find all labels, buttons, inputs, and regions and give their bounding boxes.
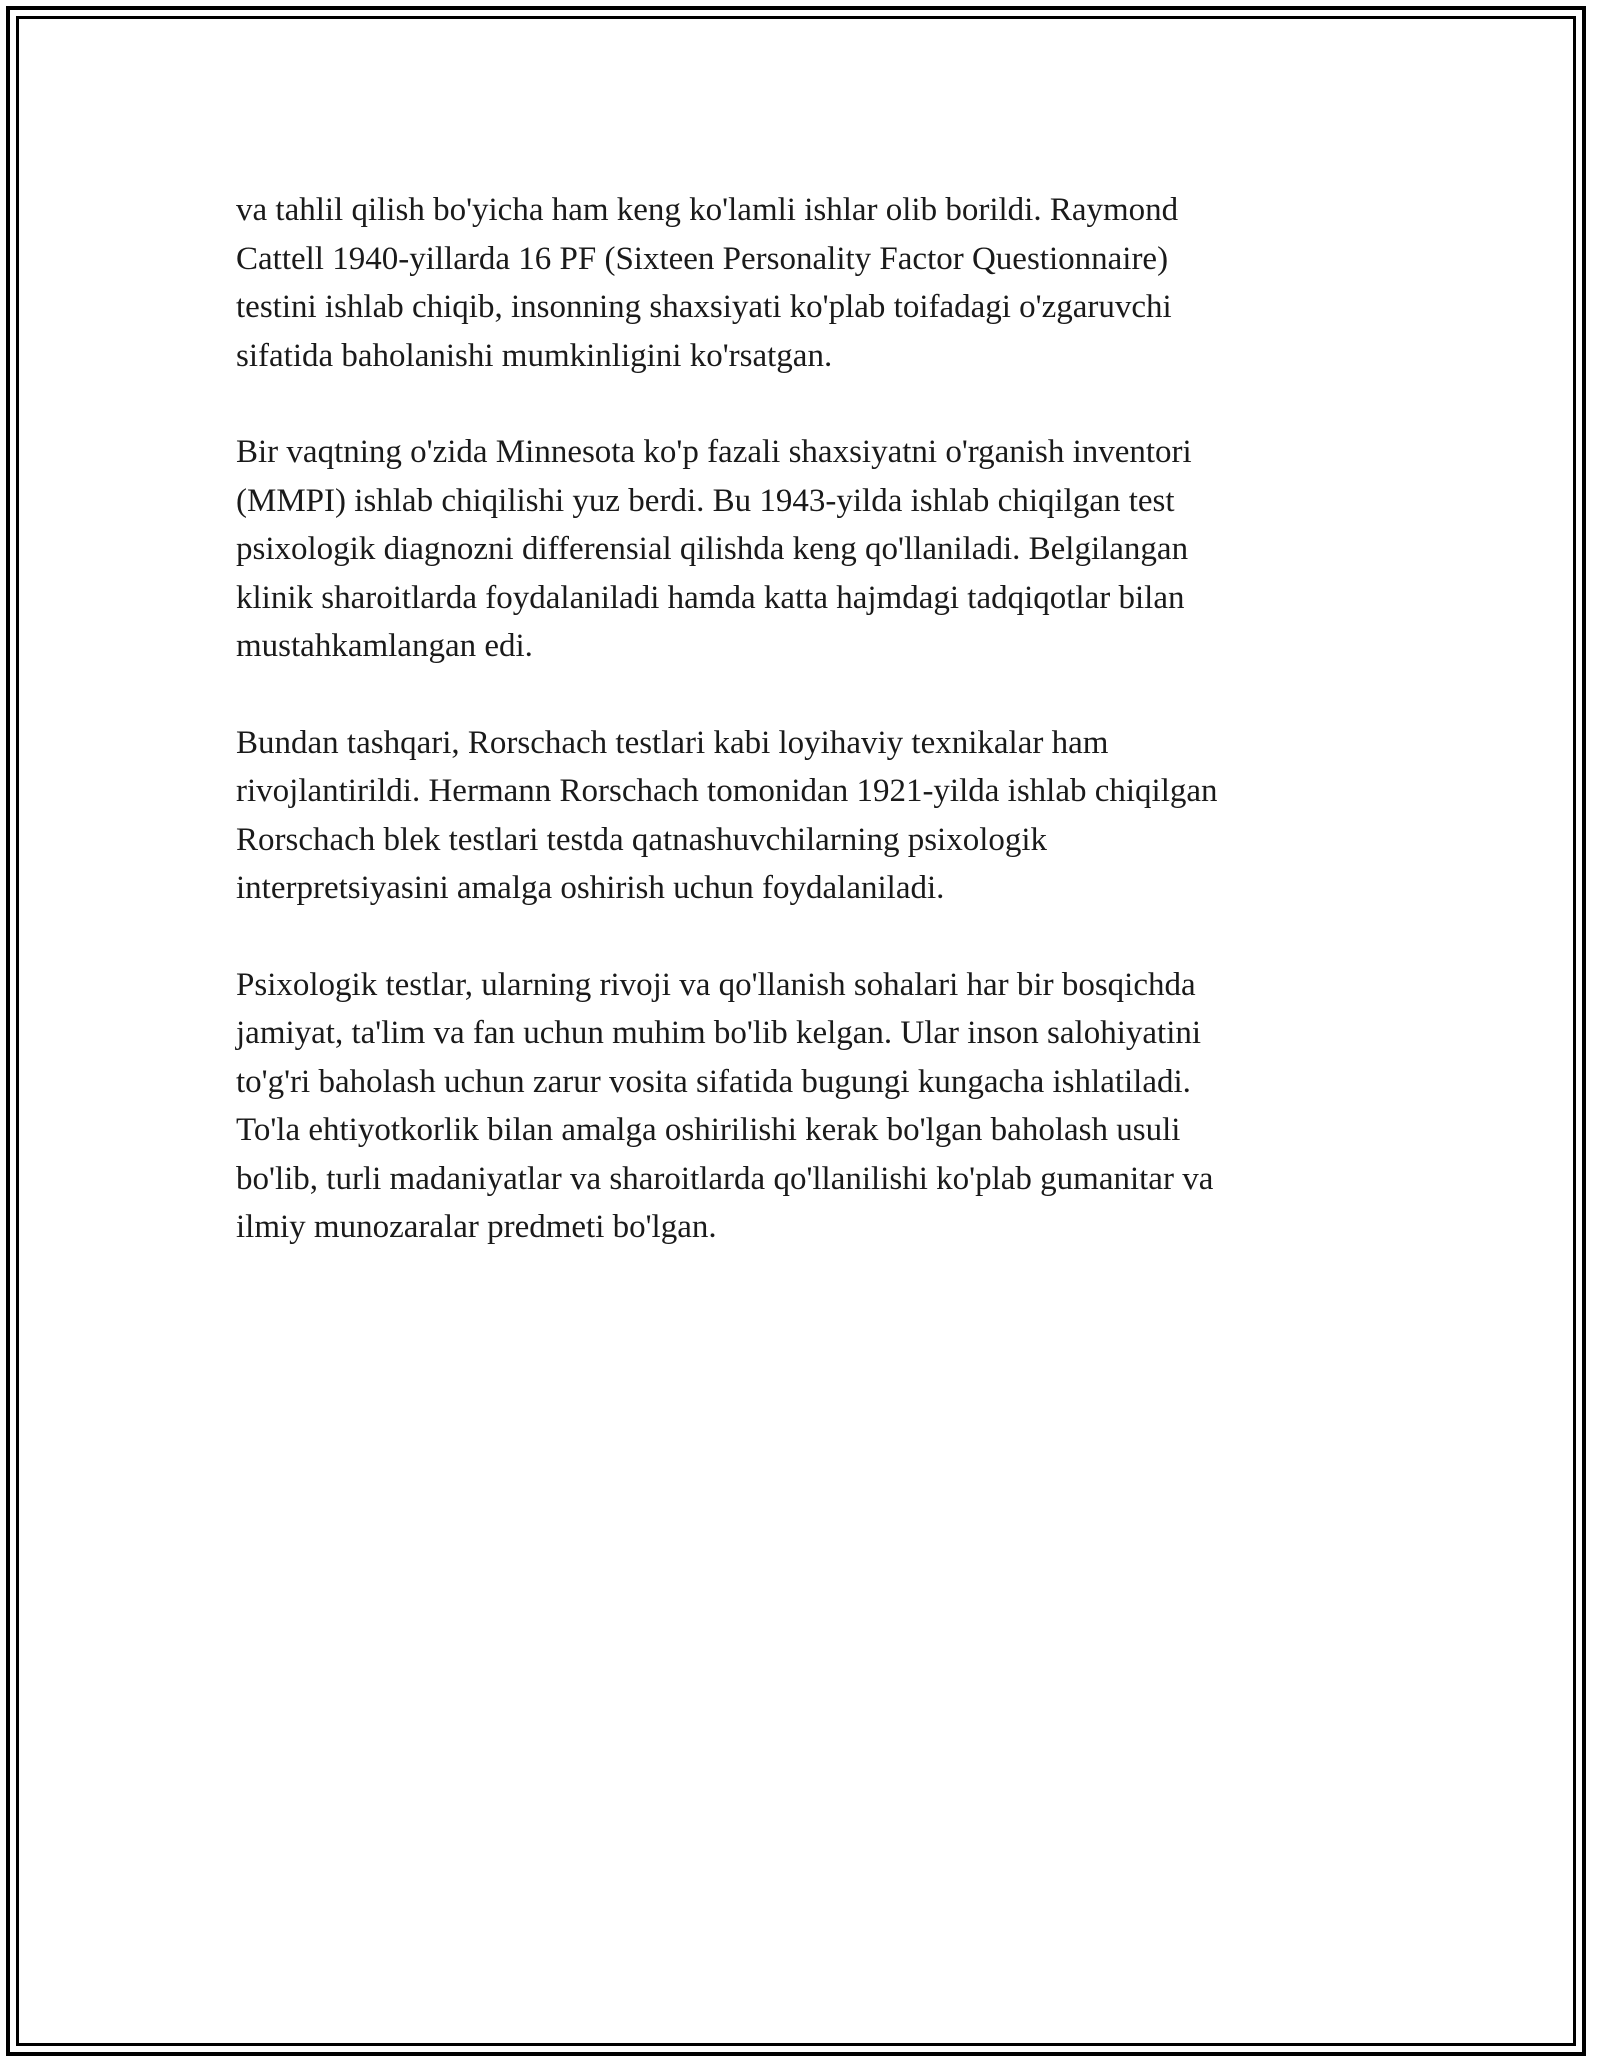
document-body [236, 186, 1356, 1300]
text-line: interpretsiyasini amalga oshirish uchun foydalaniladi. [236, 870, 945, 906]
paragraph-cattell [236, 186, 1356, 380]
text-line: sifatida baholanishi mumkinligini ko'rsatgan. [236, 337, 833, 374]
text-line: testini ishlab chiqib, insonning shaxsiyati ko'plab toifadagi o'zgaruvchi [236, 289, 1172, 325]
paragraph-rorschach [236, 719, 1356, 913]
text-line: psixologik diagnozni differensial qilishda keng qo'llaniladi. Belgilangan [236, 531, 1189, 567]
text-line: Psixologik testlar, ularning rivoji va qo'llanish sohalari har bir bosqichda [236, 966, 1196, 1003]
text-line: Bundan tashqari, Rorschach testlari kabi loyihaviy texnikalar ham [236, 724, 1109, 761]
text-line: rivojlantirildi. Hermann Rorschach tomonidan 1921-yilda ishlab chiqilgan [236, 773, 1218, 809]
text-line: to'g'ri baholash uchun zarur vosita sifatida bugungi kungacha ishlatiladi. [236, 1063, 1191, 1100]
paragraph-conclusion [236, 961, 1356, 1252]
paragraph-mmpi [236, 428, 1356, 671]
text-line: ilmiy munozaralar predmeti bo'lgan. [236, 1209, 717, 1245]
text-line: bo'lib, turli madaniyatlar va sharoitlarda qo'llanilishi ko'plab gumanitar va [236, 1160, 1214, 1197]
text-line: mustahkamlangan edi. [236, 628, 533, 664]
text-line: (MMPI) ishlab chiqilishi yuz berdi. Bu 1943-yilda ishlab chiqilgan test [236, 482, 1175, 519]
text-line: jamiyat, ta'lim va fan uchun muhim bo'lib kelgan. Ular inson salohiyatini [236, 1015, 1202, 1051]
text-line: va tahlil qilish bo'yicha ham keng ko'lamli ishlar olib borildi. Raymond [236, 192, 1179, 228]
text-line: Cattell 1940-yillarda 16 PF (Sixteen Personality Factor Questionnaire) [236, 240, 1169, 277]
text-line: To'la ehtiyotkorlik bilan amalga oshirilishi kerak bo'lgan baholash usuli [236, 1112, 1181, 1148]
text-line: Rorschach blek testlari testda qatnashuvchilarning psixologik [236, 821, 1048, 858]
text-line: klinik sharoitlarda foydalaniladi hamda katta hajmdagi tadqiqotlar bilan [236, 579, 1185, 616]
text-line: Bir vaqtning o'zida Minnesota ko'p fazali shaxsiyatni o'rganish inventori [236, 434, 1192, 470]
